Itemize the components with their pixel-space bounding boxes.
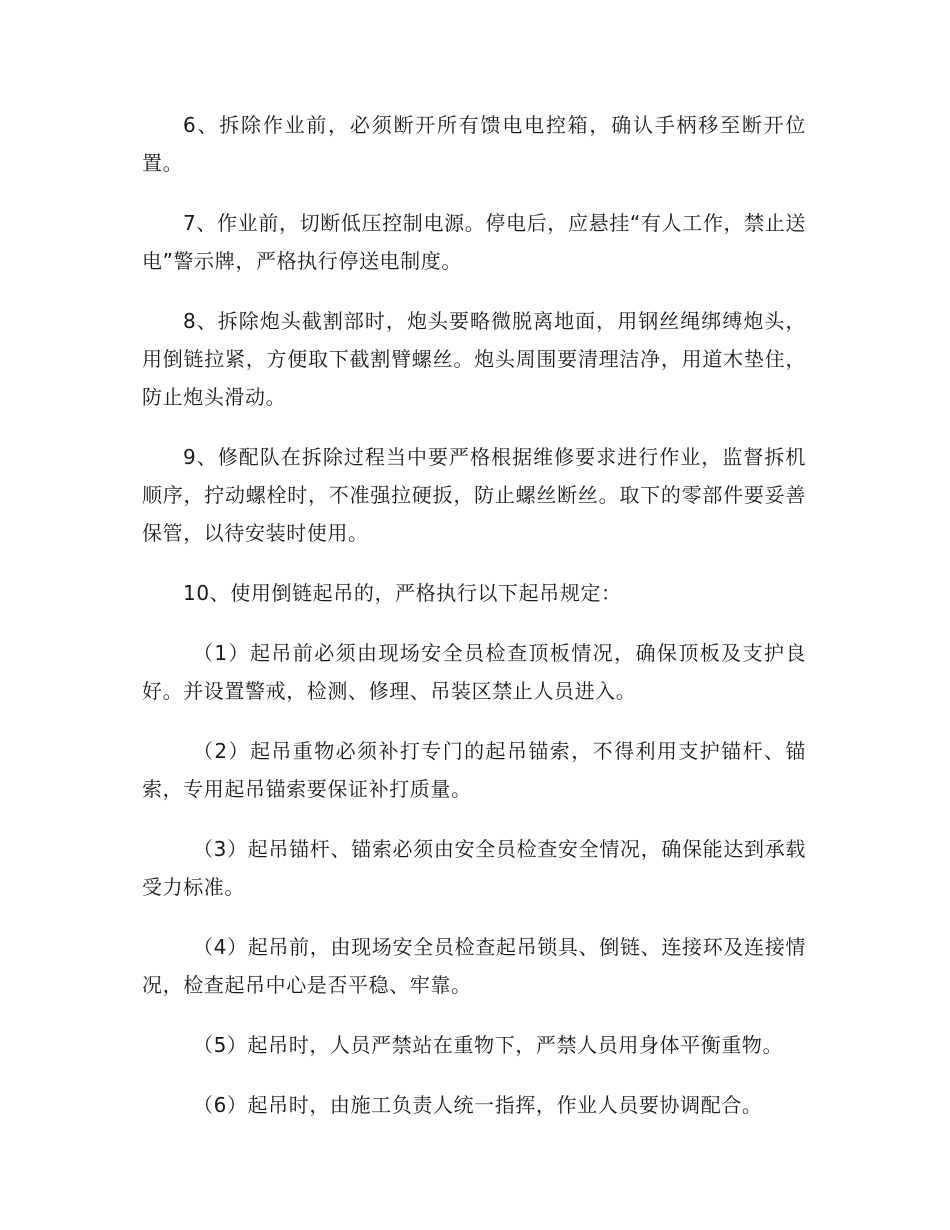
paragraph-item-9: 9、修配队在拆除过程当中要严格根据维修要求进行作业，监督拆机顺序，拧动螺栓时，不准强拉硬扳，防止螺丝断丝。取下的零部件要妥善保管，以待安装时使用。 <box>142 445 806 545</box>
paragraph-item-6: 6、拆除作业前，必须断开所有馈电电控箱，确认手柄移至断开位置。 <box>142 113 806 175</box>
paragraph-item-8: 8、拆除炮头截割部时，炮头要略微脱离地面，用钢丝绳绑缚炮头，用倒链拉紧，方便取下截割臂螺丝。炮头周围要清理洁净，用道木垫住，防止炮头滑动。 <box>142 309 806 409</box>
subitem-3: （3）起吊锚杆、锚索必须由安全员检查安全情况，确保能达到承载受力标准。 <box>142 837 806 899</box>
paragraph-item-10: 10、使用倒链起吊的，严格执行以下起吊规定： <box>183 581 622 605</box>
subitem-5: （5）起吊时，人员严禁站在重物下，严禁人员用身体平衡重物。 <box>193 1033 784 1057</box>
subitem-4: （4）起吊前，由现场安全员检查起吊锁具、倒链、连接环及连接情况，检查起吊中心是否平稳、牢靠。 <box>142 935 806 997</box>
paragraph-item-7: 7、作业前，切断低压控制电源。停电后，应悬挂“有人工作，禁止送电”警示牌，严格执行停送电制度。 <box>142 211 806 273</box>
subitem-6: （6）起吊时，由施工负责人统一指挥，作业人员要协调配合。 <box>193 1093 763 1117</box>
subitem-1: （1）起吊前必须由现场安全员检查顶板情况，确保顶板及支护良好。并设置警戒，检测、修理、吊装区禁止人员进入。 <box>142 641 806 703</box>
subitem-2: （2）起吊重物必须补打专门的起吊锚索，不得利用支护锚杆、锚索，专用起吊锚索要保证补打质量。 <box>142 739 806 801</box>
document-body <box>142 106 806 1146</box>
